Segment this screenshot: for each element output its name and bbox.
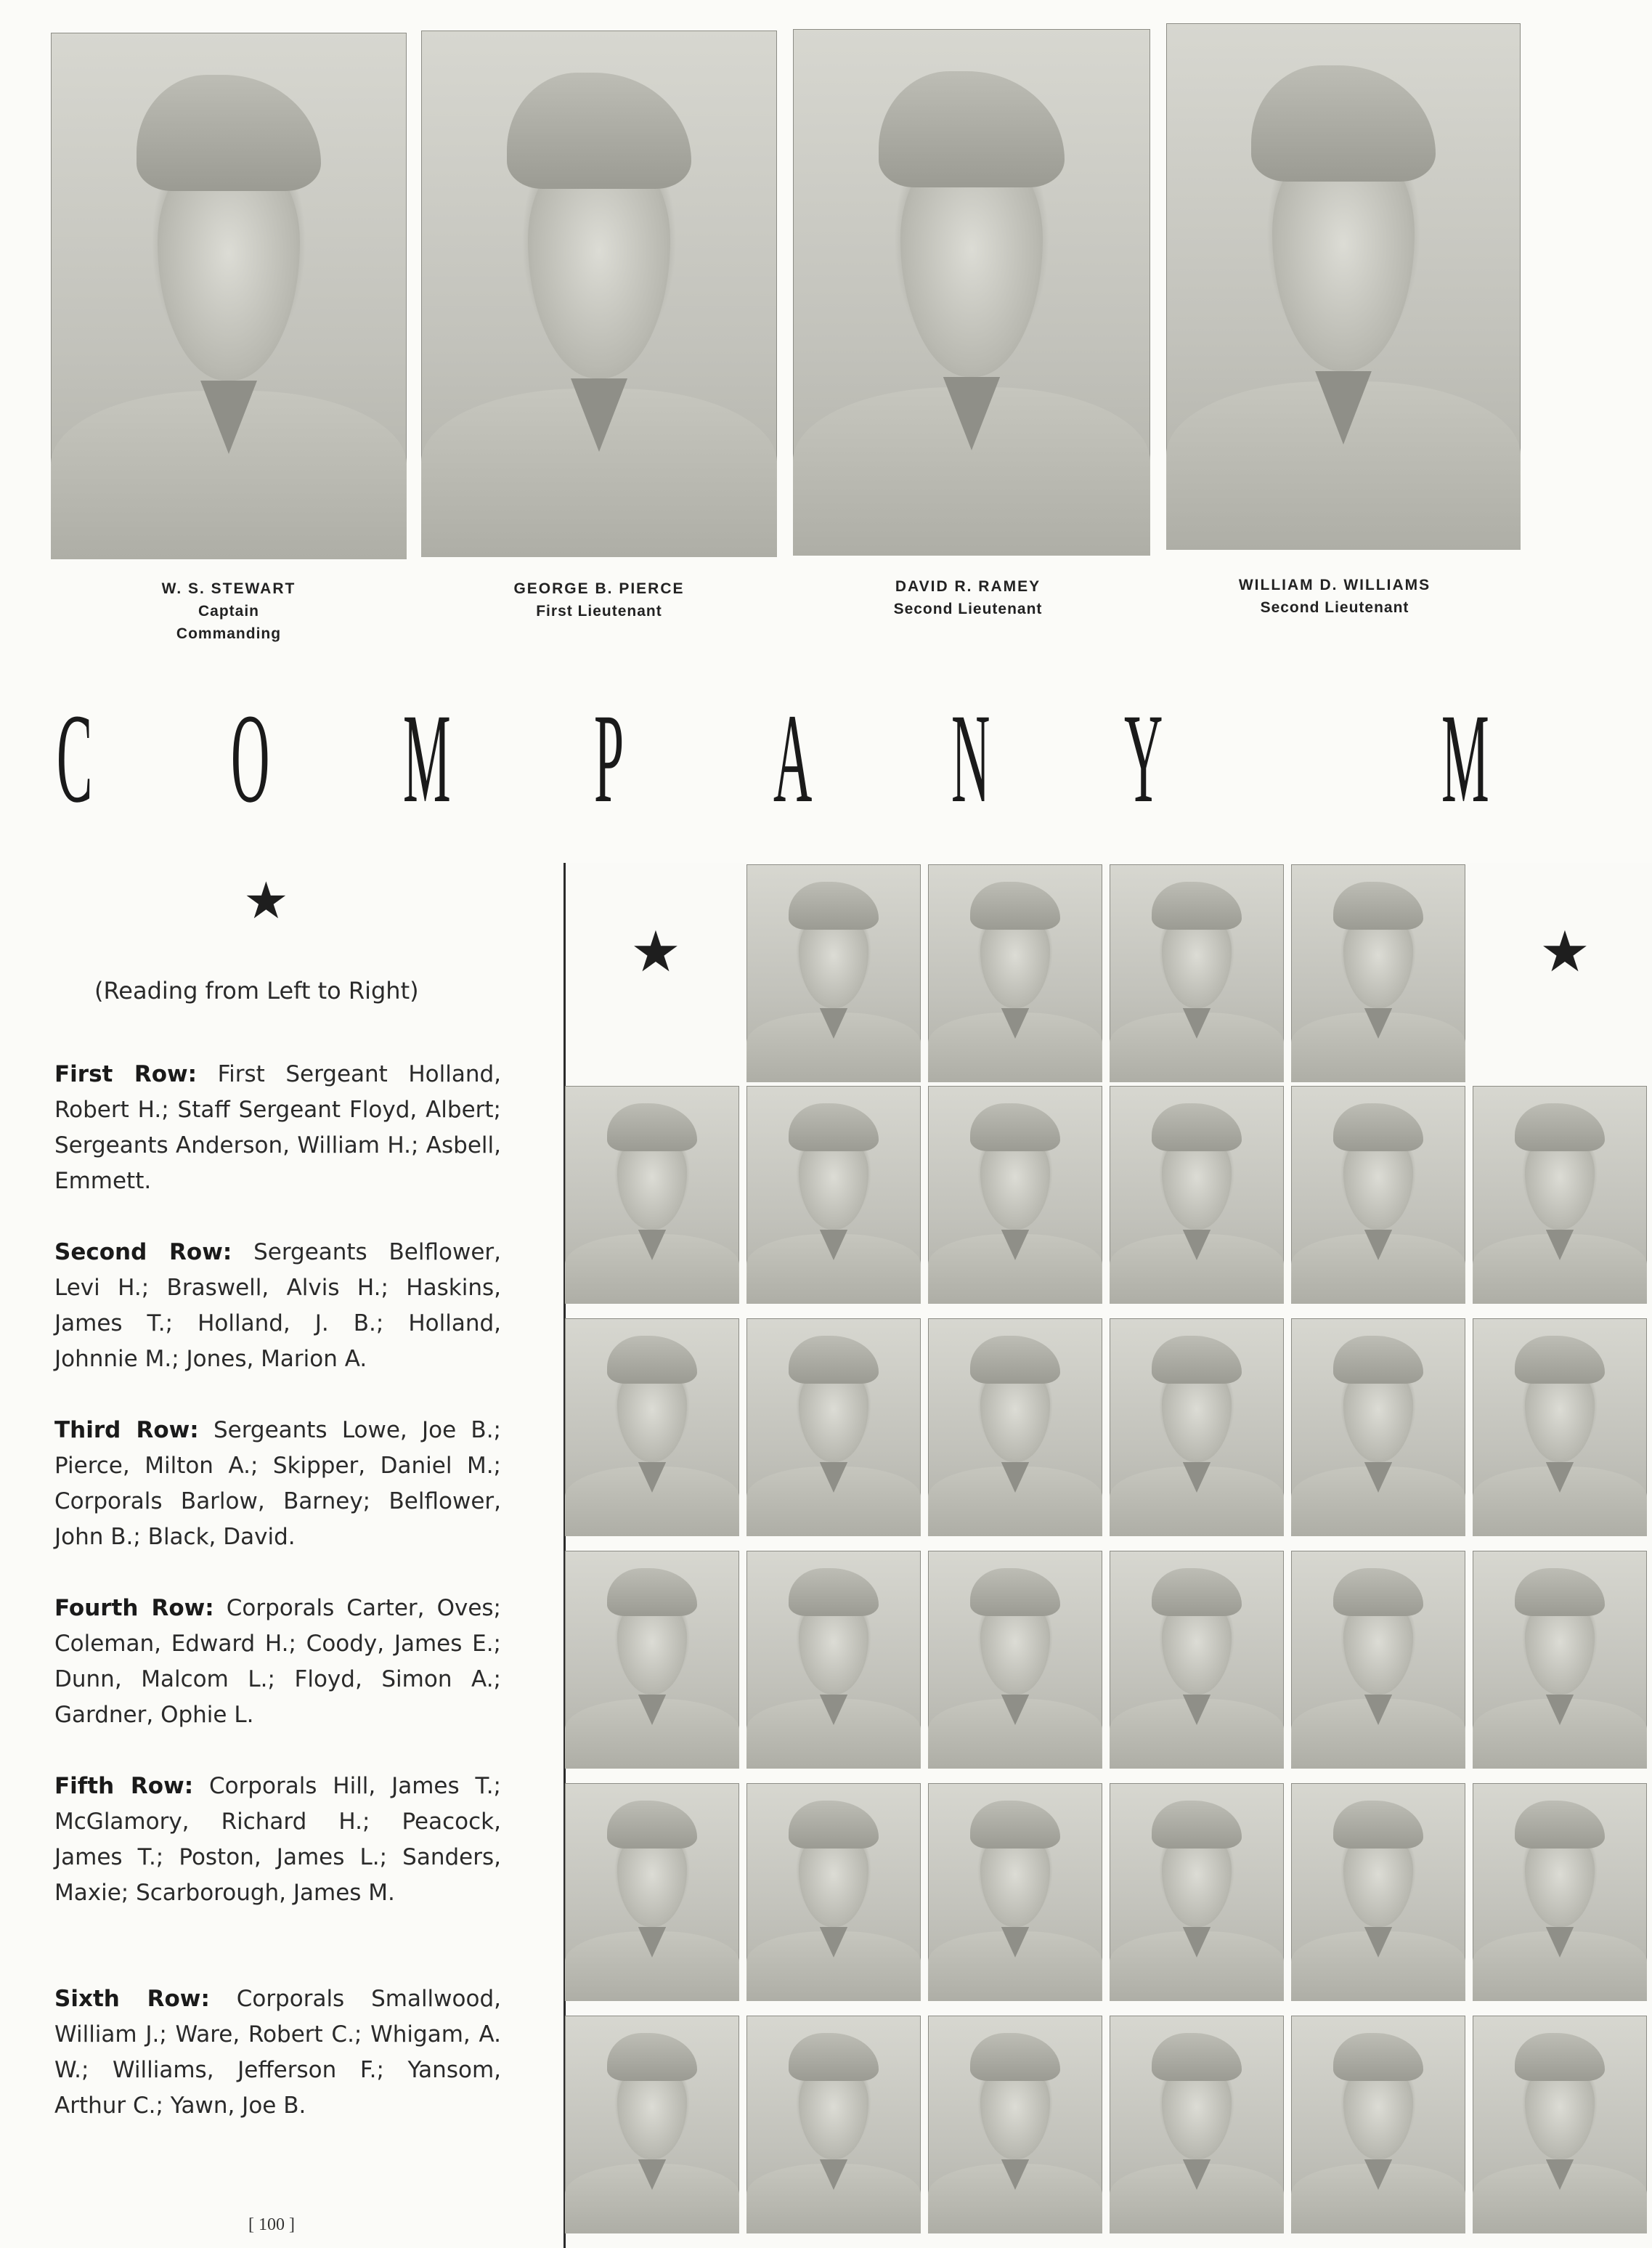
officer-role: Commanding bbox=[176, 625, 282, 642]
member-photo bbox=[565, 1551, 739, 1769]
officer-rank: First Lieutenant bbox=[536, 603, 662, 620]
row-names: Corporals Hill, James T.; McGlamory, Richard H.; Peacock, James T.; Poston, James L.; Sanders, Maxie; Scarborough, James M. bbox=[54, 1773, 501, 1906]
officer-name: GEORGE B. PIERCE bbox=[513, 580, 685, 597]
officer-caption-stewart bbox=[91, 577, 367, 645]
officer-caption-pierce bbox=[461, 577, 737, 622]
roster-fourth-row bbox=[54, 1591, 501, 1733]
member-photo bbox=[1473, 2016, 1647, 2233]
title-letter-o: O bbox=[231, 688, 270, 829]
member-photo bbox=[1110, 1318, 1284, 1536]
officer-portrait-stewart bbox=[51, 33, 407, 559]
title-letter-m: M bbox=[403, 688, 451, 829]
row-label: Fifth Row: bbox=[54, 1773, 194, 1799]
row-names: Sergeants Lowe, Joe B.; Pierce, Milton A.; Skipper, Daniel M.; Corporals Barlow, Barney; Belflower, John B.; Black, David. bbox=[54, 1417, 501, 1550]
member-photo bbox=[928, 2016, 1102, 2233]
officer-rank: Captain bbox=[198, 603, 259, 620]
member-photo bbox=[565, 1086, 739, 1304]
officer-caption-williams bbox=[1197, 574, 1473, 619]
member-photo bbox=[1110, 1551, 1284, 1769]
title-letter-a: A bbox=[773, 688, 813, 829]
member-photo bbox=[928, 1783, 1102, 2001]
star-icon: ★ bbox=[243, 871, 289, 930]
member-photo bbox=[928, 1086, 1102, 1304]
officer-rank: Second Lieutenant bbox=[893, 601, 1043, 617]
member-photo bbox=[1473, 1551, 1647, 1769]
title-letter-n: N bbox=[951, 688, 990, 829]
roster-third-row bbox=[54, 1413, 501, 1555]
member-photo bbox=[1110, 1086, 1284, 1304]
member-photo bbox=[565, 2016, 739, 2233]
member-photo bbox=[1291, 1783, 1465, 2001]
roster-first-row bbox=[54, 1057, 501, 1199]
member-photo bbox=[565, 1318, 739, 1536]
member-photo bbox=[746, 864, 921, 1082]
title-letter-p: P bbox=[594, 688, 624, 829]
row-label: First Row: bbox=[54, 1061, 198, 1087]
page-number: [ 100 ] bbox=[248, 2215, 295, 2234]
member-photo bbox=[746, 1551, 921, 1769]
row-label: Fourth Row: bbox=[54, 1595, 214, 1621]
member-photo bbox=[1110, 864, 1284, 1082]
officer-portrait-pierce bbox=[421, 31, 777, 557]
officer-name: W. S. STEWART bbox=[161, 580, 296, 597]
star-icon: ★ bbox=[630, 920, 681, 985]
title-letter-c: C bbox=[57, 688, 93, 829]
row-label: Third Row: bbox=[54, 1417, 199, 1443]
member-photo bbox=[1291, 864, 1465, 1082]
star-icon: ★ bbox=[1539, 920, 1590, 985]
row-names: First Sergeant Holland, Robert H.; Staff Sergeant Floyd, Albert; Sergeants Anderson, William H.; Asbell, Emmett. bbox=[54, 1061, 502, 1194]
member-photo bbox=[746, 1783, 921, 2001]
member-photo bbox=[1291, 1551, 1465, 1769]
member-photo bbox=[1473, 1783, 1647, 2001]
member-photo bbox=[1473, 1318, 1647, 1536]
member-photo bbox=[1291, 2016, 1465, 2233]
row-names: Corporals Carter, Oves; Coleman, Edward H.; Coody, James E.; Dunn, Malcom L.; Floyd, Simon A.; Gardner, Ophie L. bbox=[54, 1595, 501, 1728]
roster-second-row bbox=[54, 1235, 501, 1377]
member-photo bbox=[1291, 1318, 1465, 1536]
row-label: Second Row: bbox=[54, 1239, 232, 1265]
officer-portrait-ramey bbox=[793, 29, 1150, 556]
officer-name: WILLIAM D. WILLIAMS bbox=[1238, 577, 1431, 593]
member-photo bbox=[928, 864, 1102, 1082]
member-photo bbox=[1291, 1086, 1465, 1304]
member-photo bbox=[928, 1318, 1102, 1536]
officer-rank: Second Lieutenant bbox=[1260, 599, 1409, 616]
member-photo bbox=[1473, 1086, 1647, 1304]
officer-portrait-williams bbox=[1166, 23, 1521, 550]
roster-sixth-row bbox=[54, 1981, 501, 2124]
title-letter-m2: M bbox=[1441, 688, 1489, 829]
reading-note: (Reading from Left to Right) bbox=[94, 977, 419, 1005]
row-names: Sergeants Belflower, Levi H.; Braswell, Alvis H.; Haskins, James T.; Holland, J. B.; Holland, Johnnie M.; Jones, Marion A. bbox=[54, 1239, 501, 1372]
member-photo bbox=[928, 1551, 1102, 1769]
member-photo bbox=[565, 1783, 739, 2001]
row-label: Sixth Row: bbox=[54, 1986, 210, 2012]
title-letter-y: Y bbox=[1124, 688, 1163, 829]
member-photo bbox=[1110, 1783, 1284, 2001]
roster-fifth-row bbox=[54, 1769, 501, 1911]
member-photo bbox=[746, 1086, 921, 1304]
officer-caption-ramey bbox=[830, 575, 1106, 620]
member-photo bbox=[746, 2016, 921, 2233]
member-photo bbox=[1110, 2016, 1284, 2233]
member-photo bbox=[746, 1318, 921, 1536]
row-names: Corporals Smallwood, William J.; Ware, Robert C.; Whigam, A. W.; Williams, Jefferson F.; Yansom, Arthur C.; Yawn, Joe B. bbox=[54, 1986, 501, 2119]
officer-name: DAVID R. RAMEY bbox=[895, 578, 1041, 595]
